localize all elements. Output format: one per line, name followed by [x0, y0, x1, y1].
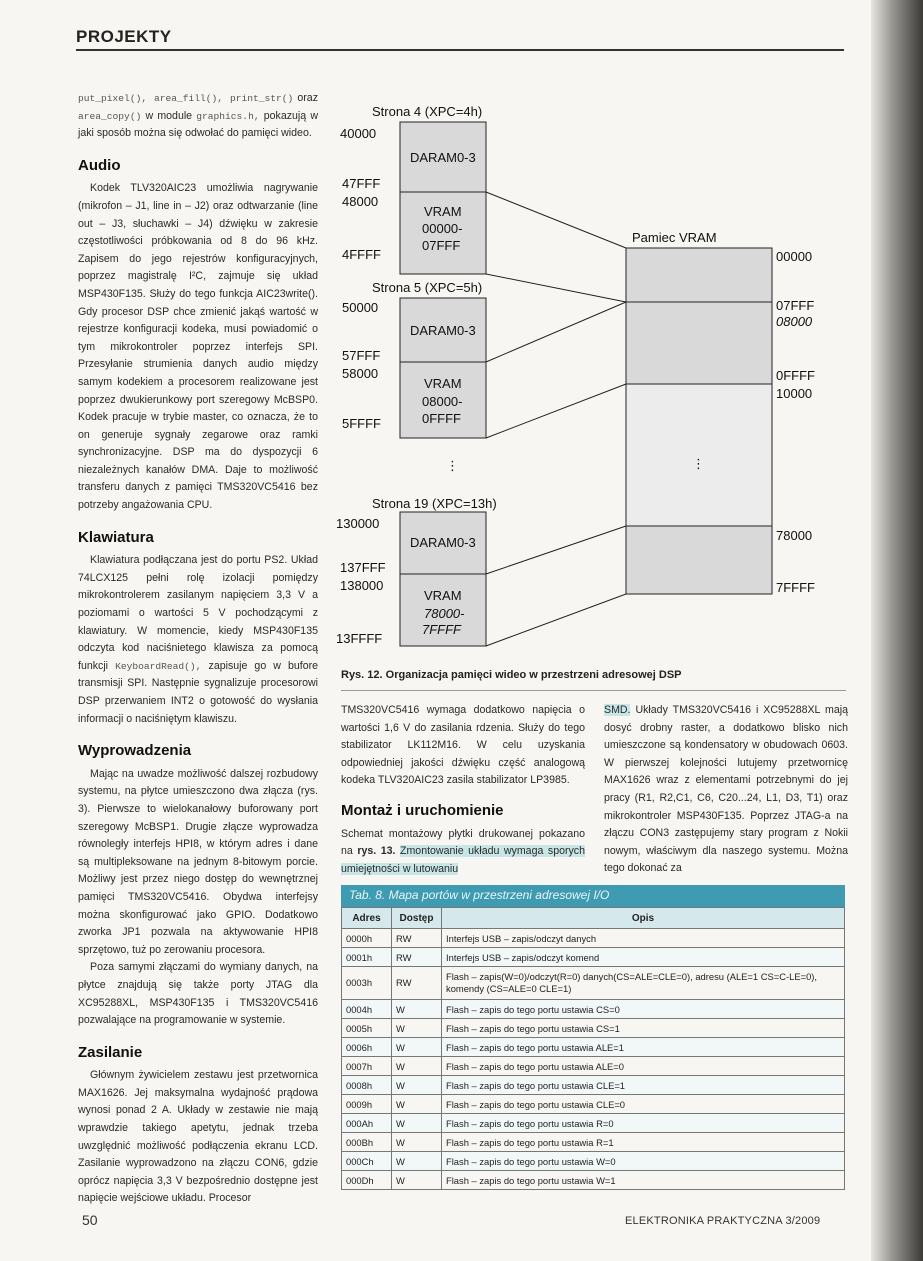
intro-text-c: pokazują w jaki sposób można się odwołać do pamięci wideo.: [78, 109, 318, 140]
page19-addr-1: 137FFF: [340, 560, 386, 575]
vram-addr-0: 00000: [776, 249, 813, 264]
cell-address: 000Ch: [342, 1152, 392, 1171]
mid-paragraph-2: [341, 826, 585, 879]
connector-page19-bottom: [486, 594, 626, 646]
cell-access: W: [392, 1057, 442, 1076]
page5-addr-3: 5FFFF: [342, 416, 381, 431]
page19-vram-label: VRAM: [424, 588, 462, 603]
cell-address: 000Ah: [342, 1114, 392, 1133]
vram-segment-0: [626, 248, 772, 302]
page4-vram-range-1: 00000-: [422, 221, 463, 236]
klawiatura-text-b: zapisuje go w bufore transmisji SPI. Następnie sygnalizuje procesorowi DSP przerwaniem INT2 o gotowość do wysłania informacji o naciśniętym klawiszu.: [78, 659, 319, 725]
cell-address: 0007h: [342, 1057, 392, 1076]
intro-paragraph: [78, 90, 318, 143]
cell-access: W: [392, 1095, 442, 1114]
vram-addr-6: 7FFFF: [776, 580, 815, 595]
vram-addr-4: 10000: [776, 386, 813, 401]
cell-description: Flash – zapis do tego portu ustawia ALE=1: [442, 1038, 845, 1057]
page19-vram-range-2: 7FFFF: [422, 622, 461, 637]
cell-access: W: [392, 1076, 442, 1095]
cell-access: W: [392, 1133, 442, 1152]
middle-column: [341, 702, 585, 878]
table-grid: [341, 907, 845, 1190]
cell-address: 0005h: [342, 1019, 392, 1038]
cell-address: 0001h: [342, 948, 392, 967]
page5-addr-2: 58000: [342, 366, 379, 381]
table-title: Tab. 8. Mapa portów w przestrzeni adresowej I/O: [341, 885, 845, 907]
mid-figure-ref: rys. 13.: [357, 845, 396, 858]
page19-addr-start: 130000: [336, 516, 380, 531]
cell-access: RW: [392, 967, 442, 1000]
header-opis: Opis: [442, 908, 845, 929]
cell-access: RW: [392, 948, 442, 967]
page4-title: Strona 4 (XPC=4h): [372, 104, 483, 119]
cell-description: Flash – zapis do tego portu ustawia R=0: [442, 1114, 845, 1133]
mid-text-a: Schemat montażowy płytki drukowanej pokazano na: [341, 827, 585, 858]
page-edge-shadow: [871, 0, 923, 1261]
connector-page4-top: [486, 192, 626, 248]
table-row: [342, 1133, 845, 1152]
cell-description: Flash – zapis do tego portu ustawia R=1: [442, 1133, 845, 1152]
intro-code: put_pixel(), area_fill(), print_str(): [78, 93, 294, 104]
vram-addr-1: 07FFF: [776, 298, 815, 313]
section-header: PROJEKTY: [76, 27, 172, 46]
wyprowadzenia-paragraph-1: Mając na uwadze możliwość dalszej rozbudowy systemu, na płytce umieszczono dwa złącza (rys. 3). Pierwsze to wielokanałowy buforowany port szeregowy McBSP1. Drugie złącze wyprowadza równoległy interfejs HPI8, w którym adres i dane są multipleksowane na jednym 8-bitowym porcie. Możliwy jest przez niego dostęp do wewnętrznej pamięci TMS320VC5416. Obydwa interfejsy można skonfigurować jako GPIO. Dodatkowo zworka JP1 pozwala na aktywowanie HPI8 sprzętowo, tuż po zerowaniu procesora.: [78, 767, 318, 956]
connector-page5-top: [486, 302, 626, 362]
page4-addr-1: 47FFF: [342, 176, 381, 191]
cell-description: Flash – zapis do tego portu ustawia CLE=1: [442, 1076, 845, 1095]
cell-address: 0006h: [342, 1038, 392, 1057]
audio-paragraph: Kodek TLV320AIC23 umożliwia nagrywanie (mikrofon – J1, line in – J2) oraz odtwarzanie (line out – J3, słuchawki – J4) dźwięku w zakresie częstotliwości próbkowania od 8 do 96 kHz. Zapisem do jego rejestrów konfiguracyjnych, poprzez magistralę I²C, zajmuje się układ MSP430F135. Służy do tego funkcja AIC23write(). Gdy procesor DSP chce zmienić jakąś wartość w rejestrze konfiguracji kodeka, musi powiadomić o tym mikrokontroler poprzez interfejs SPI. Przesyłanie strumienia danych audio między samym kodekiem a procesorem realizowane jest poprzez dwukierunkowy port szeregowy McBSP0. Kodek pracuje w trybie master, co oznacza, że to on generuje sygnały zegarowe oraz ramki synchronizacyjne. DSP ma do dyspozycji 6 niezależnych kanałów DMA. Daje to możliwość transferu danych z pamięci TMS320VC5416 bez potrzeby angażowania CPU.: [78, 182, 318, 512]
page5-addr-start: 50000: [342, 300, 379, 315]
connector-page4-bottom: [486, 274, 626, 302]
audio-heading: Audio: [78, 156, 121, 174]
mid-highlighted-text: Zmontowanie układu wymaga sporych umiejętności w lutowaniu: [341, 845, 585, 875]
page5-vram-range-1: 08000-: [422, 394, 463, 409]
table-row: [342, 1000, 845, 1019]
klawiatura-heading: Klawiatura: [78, 528, 154, 546]
table-row: [342, 1057, 845, 1076]
cell-address: 000Dh: [342, 1171, 392, 1190]
vram-title: Pamiec VRAM: [632, 230, 717, 245]
vram-addr-3: 0FFFF: [776, 368, 815, 383]
page19-ram-label: DARAM0-3: [410, 535, 476, 550]
cell-description: Flash – zapis do tego portu ustawia ALE=0: [442, 1057, 845, 1076]
cell-access: W: [392, 1038, 442, 1057]
intro-code2: area_copy(): [78, 110, 142, 122]
magazine-footer: ELEKTRONIKA PRAKTYCZNA 3/2009: [625, 1215, 821, 1227]
table-row: [342, 929, 845, 948]
page5-addr-1: 57FFF: [342, 348, 381, 363]
cell-description: Flash – zapis do tego portu ustawia CS=0: [442, 1000, 845, 1019]
header-rule: [76, 49, 844, 51]
page5-vram-label: VRAM: [424, 376, 462, 391]
page4-addr-start: 40000: [340, 126, 377, 141]
right-highlighted-text: SMD.: [604, 704, 631, 716]
page5-title: Strona 5 (XPC=5h): [372, 280, 483, 295]
cell-address: 0000h: [342, 929, 392, 948]
right-paragraph: [604, 702, 848, 878]
table-header-row: [342, 908, 845, 929]
cell-access: RW: [392, 929, 442, 948]
cell-description: Flash – zapis do tego portu ustawia W=0: [442, 1152, 845, 1171]
memory-map-diagram: [336, 98, 836, 658]
vram-addr-5: 78000: [776, 528, 813, 543]
page4-vram-range-2: 07FFF: [422, 238, 461, 253]
table-row: [342, 1076, 845, 1095]
table-row: [342, 948, 845, 967]
page19-vram-range-1: 78000-: [424, 606, 465, 621]
cell-address: 000Bh: [342, 1133, 392, 1152]
cell-access: W: [392, 1171, 442, 1190]
klawiatura-text-a: Klawiatura podłączana jest do portu PS2. Układ 74LCX125 pełni rolę izolacji pomiędzy mikrokontrolerem zasilanym napięciem 3,3 V a poziomami o wartości 5 V pochodzącymi z klawiatury. W momencie, kiedy MSP430F135 odczyta kod naciśnietego klawisza za pomocą funkcji: [78, 554, 318, 672]
zasilanie-paragraph: Głównym żywicielem zestawu jest przetwornica MAX1626. Jej maksymalna wydajność prądowa wynosi ponad 2 A. Układy w zestawie nie mają wprawdzie takiego apetytu, jednak trzeba uwzględnić możliwość podłączenia ekranu LCD. Zasilanie wyprowadzono na złączu CON6, gdzie oprócz napięcia 3,3 V bezpośrednio dostępne jest napięcie wejściowe układu. Procesor: [78, 1069, 318, 1205]
connector-page5-bottom: [486, 384, 626, 438]
cell-description: Flash – zapis(W=0)/odczyt(R=0) danych(CS=ALE=CLE=0), adresu (ALE=1 CS=C-LE=0), komendy (CS=ALE=0 CLE=1): [442, 967, 845, 1000]
wyprowadzenia-heading: Wyprowadzenia: [78, 742, 192, 760]
io-port-table: [341, 885, 845, 1190]
page5-vram-range-2: 0FFFF: [422, 411, 461, 426]
table-row: [342, 1114, 845, 1133]
right-ellipsis: ⋮: [692, 456, 705, 471]
page-number: 50: [82, 1212, 98, 1228]
page4-vram-label: VRAM: [424, 204, 462, 219]
vram-segment-1: [626, 302, 772, 384]
caption-rule: [341, 690, 846, 691]
cell-address: 0008h: [342, 1076, 392, 1095]
page4-addr-2: 48000: [342, 194, 379, 209]
cell-description: Flash – zapis do tego portu ustawia CS=1: [442, 1019, 845, 1038]
header-dostep: Dostęp: [392, 908, 442, 929]
mid-paragraph-1: TMS320VC5416 wymaga dodatkowo napięcia o wartości 1,6 V do zasilania rdzenia. Służy do tego stabilizator LK112M16. W celu uzyskania odpowiedniej jakości dźwięku część analogową kodeka TLV320AIC23 zasila stabilizator LP3985.: [341, 704, 585, 787]
figure-caption: Rys. 12. Organizacja pamięci wideo w przestrzeni adresowej DSP: [341, 669, 682, 681]
left-column: [78, 90, 318, 1208]
right-column: [604, 702, 848, 878]
page19-title: Strona 19 (XPC=13h): [372, 496, 497, 511]
cell-address: 0009h: [342, 1095, 392, 1114]
cell-description: Interfejs USB – zapis/odczyt danych: [442, 929, 845, 948]
page4-addr-3: 4FFFF: [342, 247, 381, 262]
page19-addr-3: 13FFFF: [336, 631, 383, 646]
page19-addr-2: 138000: [340, 578, 384, 593]
right-text: Układy TMS320VC5416 i XC95288XL mają dosyć drobny raster, a dodatkowo blisko nich umieszczone są kondensatory w obudowach 0603. W pierwszej kolejności lutujemy przetwornicę MAX1626 wraz z elementami potrzebnymi do jej pracy (R1, R2,C1, C6, C20...24, L1, D3, T1) oraz mikrokontroler MSP430F135. Poprzez JTAG-a na złączu CON3 zastępujemy stary program z Nokii nowym, właściwym dla naszego systemu. Można tego dokonać za: [604, 704, 848, 875]
cell-access: W: [392, 1152, 442, 1171]
cell-address: 0003h: [342, 967, 392, 1000]
intro-text-a: oraz: [297, 92, 318, 104]
zasilanie-heading: Zasilanie: [78, 1043, 143, 1061]
wyprowadzenia-paragraph-2: Poza samymi złączami do wymiany danych, na płytce znajdują się także porty JTAG dla XC95288XL, MSP430F135 i TMS320VC5416 pozwalające na programowanie w systemie.: [78, 961, 318, 1027]
klawiatura-paragraph: [78, 552, 318, 728]
cell-description: Interfejs USB – zapis/odczyt komend: [442, 948, 845, 967]
vram-addr-2: 08000: [776, 314, 813, 329]
table-row: [342, 1019, 845, 1038]
cell-access: W: [392, 1019, 442, 1038]
left-ellipsis: ⋮: [446, 458, 459, 473]
page4-ram-label: DARAM0-3: [410, 150, 476, 165]
klawiatura-code: KeyboardRead(),: [115, 660, 202, 672]
table-row: [342, 1038, 845, 1057]
table-row: [342, 1171, 845, 1190]
intro-code3: graphics.h,: [196, 110, 260, 122]
cell-access: W: [392, 1000, 442, 1019]
cell-description: Flash – zapis do tego portu ustawia W=1: [442, 1171, 845, 1190]
cell-access: W: [392, 1114, 442, 1133]
table-row: [342, 1095, 845, 1114]
table-row: [342, 967, 845, 1000]
page5-ram-label: DARAM0-3: [410, 323, 476, 338]
cell-address: 0004h: [342, 1000, 392, 1019]
table-row: [342, 1152, 845, 1171]
intro-text-b: w module: [145, 109, 193, 122]
cell-description: Flash – zapis do tego portu ustawia CLE=0: [442, 1095, 845, 1114]
header-adres: Adres: [342, 908, 392, 929]
vram-segment-last: [626, 526, 772, 594]
connector-page19-top: [486, 526, 626, 574]
montaz-heading: Montaż i uruchomienie: [341, 801, 504, 819]
